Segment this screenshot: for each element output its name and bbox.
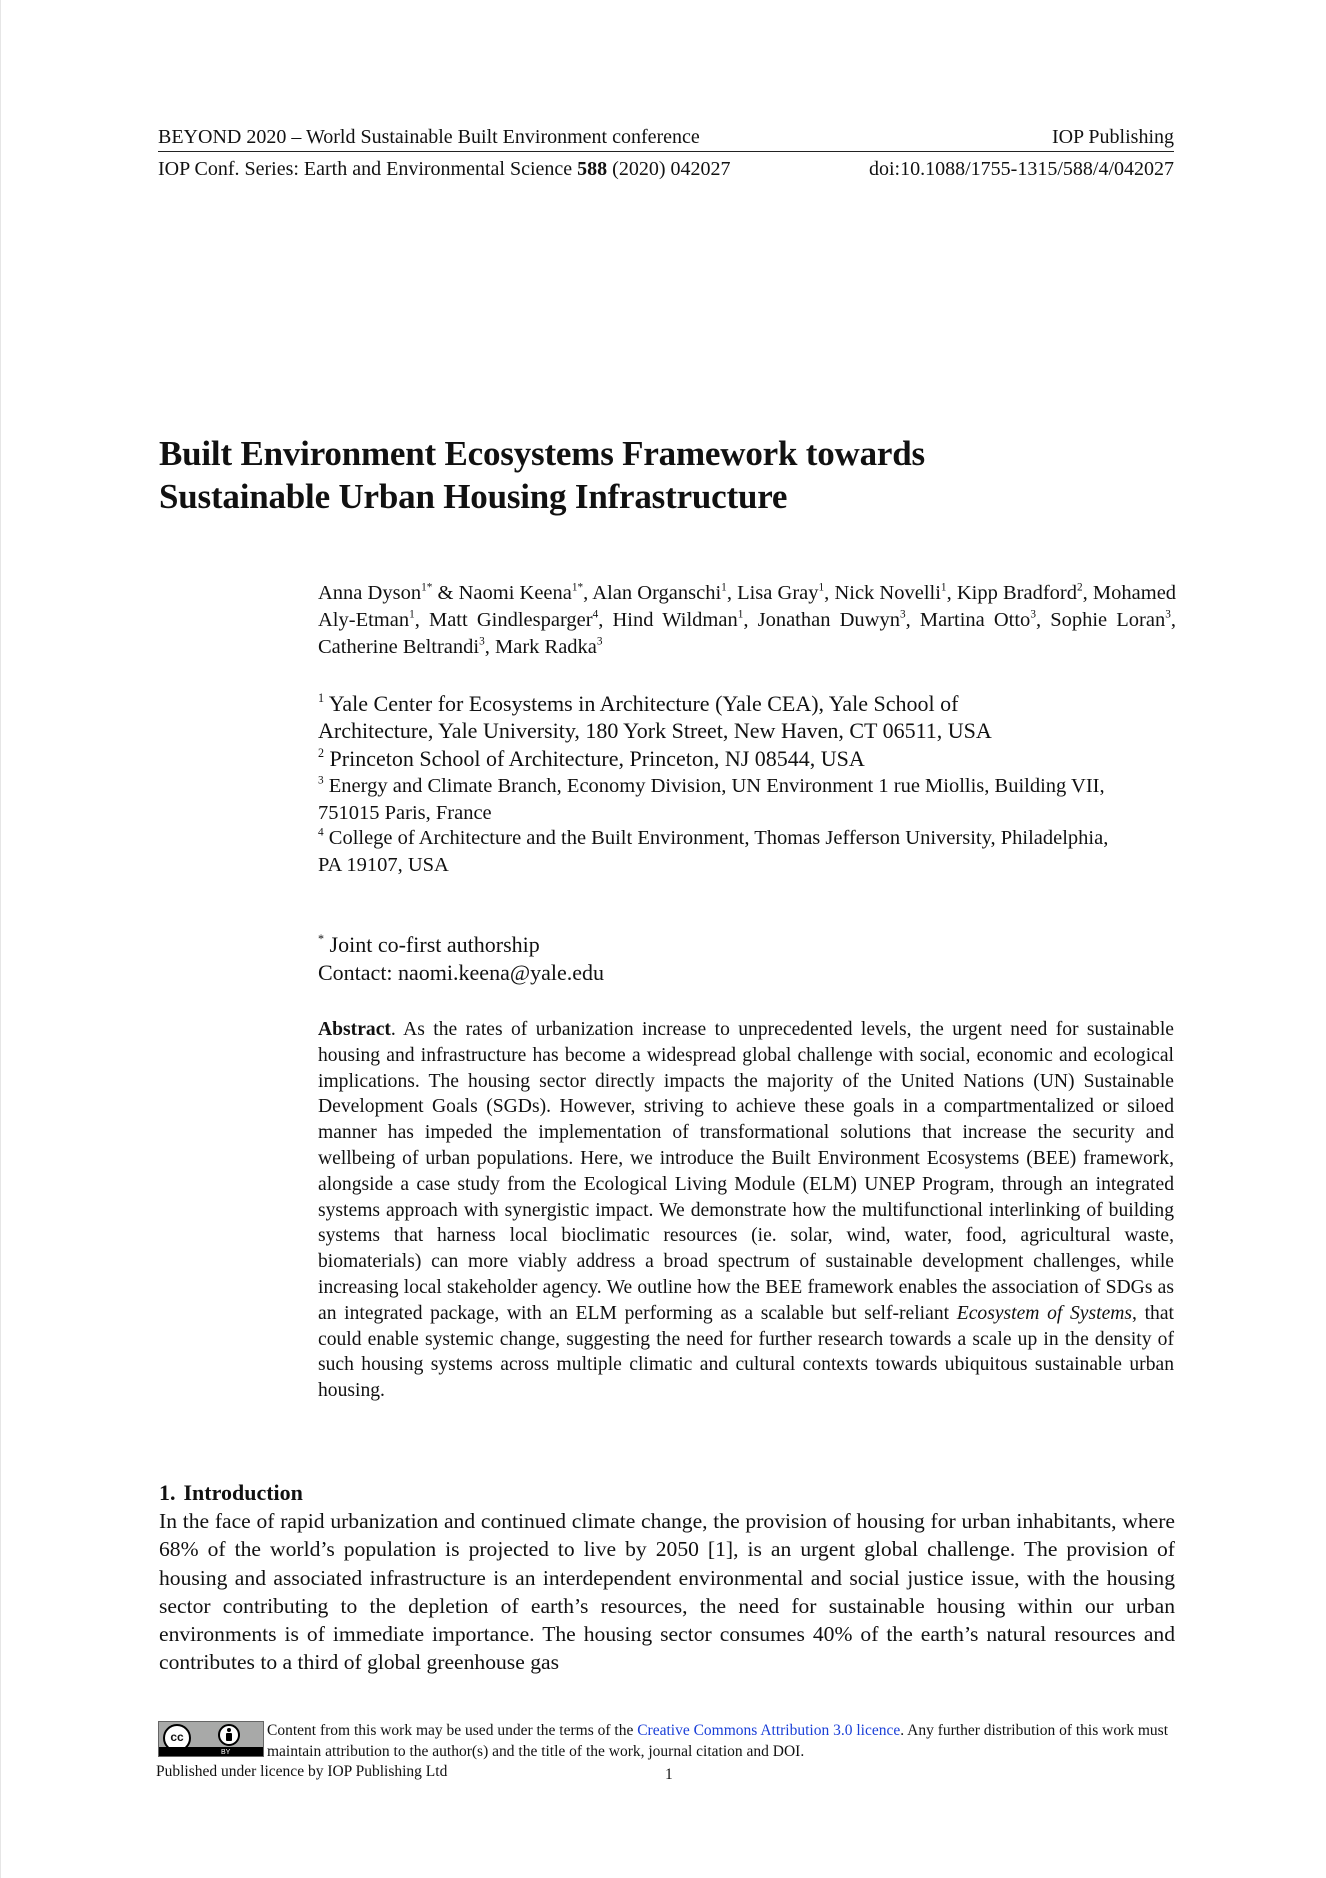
author-list [318,580,1176,661]
author: Jonathan Duwyn$^3$, [757,608,920,631]
cc-by-badge-icon[interactable] [158,1721,264,1757]
cc-license-link[interactable]: Creative Commons Attribution 3.0 licence [637,1722,901,1739]
author: Mark Radka$^3$ [495,635,603,658]
published-under-licence: Published under licence by IOP Publishing Ltd [156,1763,448,1780]
title-line-1: Built Environment Ecosystems Framework towards [159,434,925,473]
volume-number: 588 [577,158,608,180]
author: Lisa Gray$^1$, [737,581,835,604]
author: Anna Dyson$^{1*}$ & [318,581,459,604]
abstract-emphasis: Ecosystem of Systems [956,1302,1133,1324]
affiliation-3: $^3$ Energy and Climate Branch, Economy Division, UN Environment 1 rue Miollis, Building VII, 751015 Paris, France [318,774,1105,824]
doi[interactable]: doi:10.1088/1755-1315/588/4/042027 [869,158,1174,180]
license-notice [158,1720,1178,1762]
author: Catherine Beltrandi$^3$, [318,635,495,658]
conference-name: BEYOND 2020 – World Sustainable Built Environment conference [158,126,700,148]
author: Alan Organschi$^1$, [592,581,738,604]
license-text: Content from this work may be used under the terms of the Creative Commons Attribution 3.0 licence. Any further distribution of this work must maintain attribution to the author(s) and the title of the work, journal citation and DOI. [267,1722,1169,1760]
joint-authorship-note: * Joint co-first authorship [318,931,540,957]
author: Mohamed Aly-Etman$^1$, [318,582,1177,631]
series-citation [158,157,730,181]
author: Hind Wildman$^1$, [612,608,758,631]
section-heading-introduction: 1. Introduction [159,1480,303,1505]
affiliation-2: $^2$ Princeton School of Architecture, Princeton, NJ 08544, USA [318,745,865,771]
contact-line: Contact: naomi.keena@yale.edu [318,960,604,985]
series-prefix: IOP Conf. Series: Earth and Environmental Science [158,158,578,180]
affiliation-4: $^4$ College of Architecture and the Built Environment, Thomas Jefferson University, Philadelphia, PA 19107, USA [318,826,1109,876]
attribution-person-icon [218,1724,240,1746]
affiliation-1: $^1$ Yale Center for Ecosystems in Architecture (Yale CEA), Yale School of Architecture, Yale University, 180 York Street, New Haven, CT 06511, USA [318,690,992,743]
author: Matt Gindlesparger$^4$, [428,608,613,631]
by-label: BY [221,1749,231,1756]
badge-strip [159,1747,263,1756]
series-suffix: (2020) 042027 [607,158,731,180]
author: Martina Otto$^3$, [919,608,1051,631]
contact-email[interactable]: naomi.keena@yale.edu [398,960,604,985]
cc-icon: cc [163,1724,191,1752]
page-number: 1 [665,1766,673,1783]
publisher-name: IOP Publishing [1051,126,1174,148]
paper-title [159,432,1059,518]
running-header [158,125,1174,152]
introduction-body: In the face of rapid urbanization and continued climate change, the provision of housing for urban inhabitants, where 68% of the world’s population is projected to live by 2050 [1], is an urgent global challenge. The provision of housing and associated infrastructure is an interdependent environmental and social justice issue, with the housing sector contributing to the depletion of earth’s resources, the need for sustainable housing within our urban environments is of immediate importance. The housing sector consumes 40% of the earth’s natural resources and contributes to a third of global greenhouse gas [159,1509,1175,1675]
author: Naomi Keena$^{1*}$, [458,581,593,604]
abstract-label: Abstract [318,1019,391,1040]
title-line-2: Sustainable Urban Housing Infrastructure [159,477,788,516]
author: Kipp Bradford$^2$, [956,581,1093,604]
author: Sophie Loran$^3$, [1050,608,1176,631]
author: Nick Novelli$^1$, [834,581,957,604]
series-line [158,157,1174,181]
abstract: Abstract. As the rates of urbanization increase to unprecedented levels, the urgent need for sustainable housing and infrastructure has become a widespread global challenge with social, economic and ecological implications. The housing sector directly impacts the majority of the United Nations (UN) Sustainable Development Goals (SGDs). However, striving to achieve these goals in a compartmentalized or siloed manner has impeded the implementation of transformational solutions that increase the security and wellbeing of urban populations. Here, we introduce the Built Environment Ecosystems (BEE) framework, alongside a case study from the Ecological Living Module (ELM) UNEP Program, through an integrated systems approach with synergistic impact. We demonstrate how the multifunctional interlinking of building systems that harness local bioclimatic resources (ie. solar, wind, water, food, agricultural waste, biomaterials) can more viably address a broad spectrum of sustainable development challenges, while increasing local stakeholder agency. We outline how the BEE framework enables the association of SDGs as an integrated package, with an ELM performing as a scalable but self-reliant Ecosystem of Systems, that could enable systemic change, suggesting the need for further research towards a scale up in the density of such housing systems across multiple climatic and cultural contexts towards ubiquitous sustainable urban housing. [318,1019,1174,1402]
